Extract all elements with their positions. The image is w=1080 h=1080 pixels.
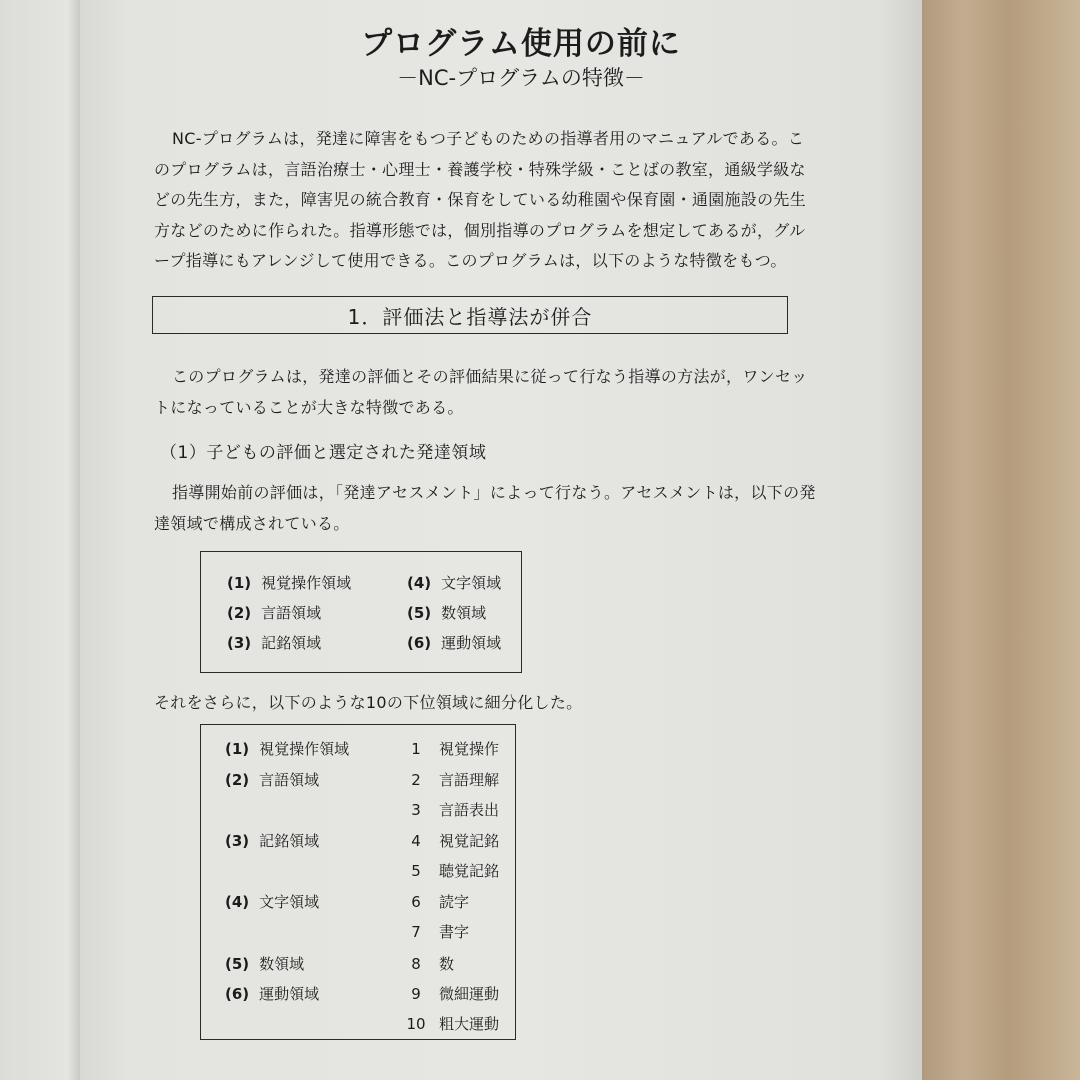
domain-label: 言語領域 [261, 604, 322, 622]
domain-item [227, 632, 321, 653]
subdomain-item [401, 738, 499, 759]
page-title: プログラム使用の前に [361, 26, 681, 62]
domain-item [407, 602, 486, 623]
previous-page-edge [0, 0, 81, 1080]
intro-line: NC-プログラムは，発達に障害をもつ子どものための指導者用のマニュアルである。こ [172, 129, 805, 148]
subdomain-item [401, 983, 499, 1004]
subdomain-item [401, 860, 499, 881]
subdomain-number: 4 [411, 832, 421, 850]
subdomain-item [401, 921, 469, 942]
domain-number: (5) [407, 604, 432, 622]
subdomain-label: 微細運動 [439, 985, 500, 1003]
intro-line: のプログラムは，言語治療士・心理士・養護学校・特殊学級・ことばの教室，通級学級な [154, 159, 806, 179]
subdomain-number: 6 [411, 893, 421, 911]
subdomain-label: 言語表出 [439, 801, 500, 819]
domain-label: 記銘領域 [261, 634, 322, 652]
assessment-line: 指導開始前の評価は，「発達アセスメント」によって行なう。アセスメントは，以下の発 [172, 483, 816, 502]
subdomain-group [225, 983, 319, 1004]
domain-number: (1) [225, 740, 250, 758]
assessment-paragraph [154, 478, 854, 539]
domain-label: 文字領域 [441, 574, 502, 592]
section-line: このプログラムは，発達の評価とその評価結果に従って行なう指導の方法が，ワンセッ [172, 367, 808, 386]
subdomain-item [401, 799, 499, 820]
domain-label: 記銘領域 [259, 832, 320, 850]
domain-number: (5) [225, 955, 250, 973]
wooden-table-background [900, 0, 1080, 1080]
subdomain-group [225, 830, 319, 851]
domain-number: (3) [227, 634, 252, 652]
domain-label: 言語領域 [259, 771, 320, 789]
subdomain-number: 1 [411, 740, 421, 758]
subdomain-item [401, 953, 454, 974]
domain-number: (4) [225, 893, 250, 911]
domain-label: 文字領域 [259, 893, 320, 911]
domain-number: (2) [225, 771, 250, 789]
subdomain-label: 聴覚記銘 [439, 862, 500, 880]
subdivide-text: それをさらに，以下のような10の下位領域に細分化した。 [154, 693, 583, 712]
intro-line: どの先生方，また，障害児の統合教育・保育をしている幼稚園や保育園・通園施設の先生 [154, 190, 807, 209]
subdomain-group [225, 953, 304, 974]
subdomain-group [225, 891, 319, 912]
subdomain-item [401, 1013, 499, 1034]
subheading: （1）子どもの評価と選定された発達領域 [160, 443, 487, 463]
domain-number: (1) [227, 574, 252, 592]
domain-list-box [200, 551, 522, 673]
subdomain-item [401, 769, 499, 790]
subdomain-label: 数 [439, 955, 455, 973]
subdomain-label: 視覚記銘 [439, 832, 500, 850]
subdomain-label: 言語理解 [439, 771, 500, 789]
domain-item [227, 572, 351, 593]
subdomain-item [401, 891, 469, 912]
section-heading-box [152, 296, 788, 334]
subdomain-label: 読字 [439, 893, 470, 911]
subdomain-group [225, 769, 319, 790]
domain-item [407, 632, 501, 653]
domain-number: (6) [407, 634, 432, 652]
subdomain-number: 3 [411, 801, 421, 819]
subdomain-group [225, 738, 349, 759]
domain-number: (4) [407, 574, 432, 592]
domain-item [407, 572, 501, 593]
subdomain-number: 10 [406, 1015, 426, 1033]
domain-label: 数領域 [441, 604, 487, 622]
book-page [80, 0, 922, 1080]
subdomain-number: 2 [411, 771, 421, 789]
domain-label: 数領域 [259, 955, 305, 973]
subdomain-label: 粗大運動 [439, 1015, 500, 1033]
section-line: トになっていることが大きな特徴である。 [154, 397, 464, 417]
domain-item [227, 602, 321, 623]
domain-label: 運動領域 [441, 634, 502, 652]
section-heading: 1．評価法と指導法が併合 [347, 304, 593, 329]
subdomain-table-box [200, 724, 516, 1040]
intro-paragraph [154, 124, 854, 277]
domain-number: (2) [227, 604, 252, 622]
subdomain-item [401, 830, 499, 851]
subdomain-label: 視覚操作 [439, 740, 500, 758]
domain-label: 視覚操作領域 [261, 574, 352, 592]
domain-number: (3) [225, 832, 250, 850]
subdomain-label: 書字 [439, 923, 470, 941]
page-subtitle: －NC-プログラムの特徴－ [397, 66, 645, 90]
subdomain-number: 8 [411, 955, 421, 973]
intro-line: ープ指導にもアレンジして使用できる。このプログラムは，以下のような特徴をもつ。 [154, 251, 787, 270]
assessment-line: 達領域で構成されている。 [154, 513, 350, 533]
subdomain-number: 7 [411, 923, 421, 941]
domain-label: 運動領域 [259, 985, 320, 1003]
domain-label: 視覚操作領域 [259, 740, 350, 758]
intro-line: 方などのために作られた。指導形態では，個別指導のプログラムを想定してあるが，グル [154, 220, 806, 240]
subdomain-number: 9 [411, 985, 421, 1003]
section-paragraph [154, 362, 854, 423]
domain-number: (6) [225, 985, 250, 1003]
subdomain-number: 5 [411, 862, 421, 880]
